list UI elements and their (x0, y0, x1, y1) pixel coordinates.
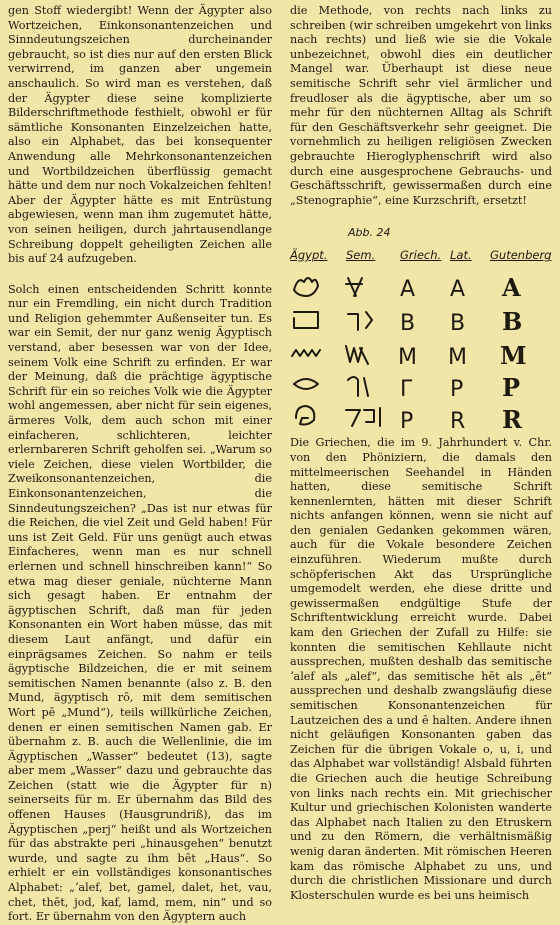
header-egyptian: Ägypt. (290, 248, 328, 263)
alphabet-glyph-table (290, 272, 552, 432)
gutenberg-b: B (502, 307, 523, 337)
latin-b: B (450, 311, 466, 337)
semitic-mem-glyph (346, 346, 368, 364)
paragraph-egyptian-writing: gen Stoff wiedergibt! Wenn der Ägypter also Wortzeichen, Einkonsonantenzeichen und Sinndeutungszeichen durcheinander gebraucht, so ist dies nur auf den ersten Blick verwirrend, im ganzen aber ungemein anschaulich. So wird man es verstehen, daß der Ägypter diese seine komplizierte Bilderschriftmethode festhielt, obwohl er für sämtliche Konsonanten Einzelzeichen hatte, also ein Alphabet, das bei konsequenter Anwendung alle Mehrkonsonantenzeichen und Wortbildzeichen überflüssig gemacht hätte und dem nur noch Vokalzeichen fehlten! Aber der Ägypter hätte es mit Entrüstung abgewiesen, wenn man ihm zugemutet hätte, von seinen heiligen, durch jahrtausendlange Schreibung doppelt geheiligten Zeichen alle bis auf 24 aufzugeben. (8, 4, 272, 266)
gutenberg-p: P (502, 373, 521, 403)
egyptian-water-glyph (292, 350, 320, 356)
greek-alpha: A (400, 277, 416, 303)
greek-pi: Γ (400, 377, 413, 403)
semitic-resh-glyph (346, 408, 380, 426)
gutenberg-m: M (500, 341, 527, 371)
egyptian-house-glyph (294, 312, 318, 328)
greek-mu: M (398, 345, 417, 371)
semitic-pe-glyph (348, 377, 368, 396)
paragraph-semitic-inventor: Solch einen entscheidenden Schritt konnte nur ein Fremdling, ein nicht durch Tradition und Religion gehemmter Außenseiter tun. Es war ein Semit, der nur ganz wenig Ägyptisch verstand, aber besessen war von der Idee, seinem Volk eine Schrift zu erfinden. Er war der Meinung, daß die prächtige ägyptische Schrift für ein so reiches Volk wie die Ägypter wohl angemessen, aber nicht für sein eigenes, ärmeres Volk, dem auch schon mit einer einfacheren, schlichteren, leichter erlernbareren Schrift geholfen sei. „Warum so viele Zeichen, diese vielen Wortbilder, die Zweikonsonantenzeichen, die Einkonsonantenzeichen, die Sinndeutungszeichen? „Das ist nur etwas für die Reichen, die viel Zeit und Geld haben! Für uns ist Zeit Geld. Für uns genügt auch etwas Einfacheres, wenn man es nur schnell erlernen und schnell hinschreiben kann!“ So etwa mag dieser geniale, nüchterne Mann sich gesagt haben. Er entnahm der ägyptischen Schrift, daß man für jeden Konsonanten ein Wort haben müsse, das mit diesem Laut anfängt, und dafür ein einprägsames Zeichen. So nahm er teils ägyptische Bildzeichen, die er mit seinem semitischen Namen benannte (also z. B. den Mund, ägyptisch rō, mit dem semitischen Wort pē „Mund“), teils willkürliche Zeichen, denen er einen semitischen Namen gab. Er übernahm z. B. auch die Wellenlinie, die im Ägyptischen „Wasser“ bedeutet (13), sagte aber mem „Wasser“ dazu und gebrauchte das Zeichen (statt wie die Ägypter für n) seinerseits für m. Er übernahm das Bild des offenen Hauses (Hausgrundriß), das im Ägyptischen „perj“ heißt und als Wortzeichen für das abstrakte peri „hinausgehen“ benutzt wurde, und sagte zu ihm bēt „Haus“. So erhielt er ein vollständiges konsonantisches Alphabet: „ʼalef, bet, gamel, dalet, het, vau, chet, thēt, jod, kaf, lamd, mem, nin“ und so fort. Er übernahm von den Ägyptern auch (8, 282, 272, 924)
figure-title: Abb. 24 (348, 226, 391, 240)
figure-column-headers (290, 248, 552, 268)
header-greek: Griech. (400, 248, 442, 263)
greek-beta: B (400, 311, 416, 337)
latin-m: M (448, 345, 467, 371)
alphabet-figure (290, 226, 552, 436)
header-latin: Lat. (450, 248, 472, 263)
egyptian-ox-head-glyph (294, 278, 318, 296)
paragraph-semitic-method: die Methode, von rechts nach links zu schreiben (wir schreiben umgekehrt von links nach rechts) und ließ wie sie die Vokale unbezeichnet, obwohl dies ein deutlicher Mangel war. Überhaupt ist diese neue semitische Schrift sehr viel ärmlicher und freudloser als die ägyptische, aber um so mehr für den nüchternen Alltag als Schrift für den Geschäftsverkehr sehr geeignet. Die vornehmlich zu heiligen religiösen Zwecken gebrauchte Hieroglyphenschrift wird also durch eine ausgesprochene Gebrauchs- und Geschäftsschrift, gewissermaßen durch eine „Stenographie“, eine Kurzschrift, ersetzt! (290, 4, 552, 207)
egyptian-head-glyph (296, 406, 314, 425)
gutenberg-r: R (502, 405, 522, 433)
header-gutenberg: Gutenberg (490, 248, 552, 263)
header-semitic: Sem. (346, 248, 376, 263)
gutenberg-a: A (502, 273, 521, 303)
egyptian-mouth-glyph (294, 379, 318, 389)
latin-r: R (450, 409, 466, 433)
left-column (8, 4, 272, 925)
greek-rho: P (400, 409, 414, 433)
latin-a: A (450, 277, 466, 303)
paragraph-greek-adoption: Die Griechen, die im 9. Jahrhundert v. Chr. von den Phöniziern, die damals den mittelmeerischen Seehandel in Händen hatten, diese semitische Schrift kennenlernten, hätten mit dieser Schrift nichts anfangen können, wenn sie nicht auf den genialen Gedanken gekommen wären, auch für die Vokale besondere Zeichen einzuführen. Wiederum mußte durch schöpferischen Akt das Ursprüngliche umgemodelt werden, ehe diese dritte und gewissermaßen endgültige Stufe der Schriftentwicklung erreicht wurde. Dabei kam den Griechen der Zufall zu Hilfe: sie konnten die semitischen Kehllaute nicht aussprechen, mußten deshalb das semitische ʼalef als „alef“, das semitische hēt als „ēt“ aussprechen und deshalb zwangsläufig diese semitischen Konsonantenzeichen für Lautzeichen des a und ē halten. Andere ihnen nicht geläufigen Konsonanten gaben das Zeichen für die übrigen Vokale o, u, i, und das Alphabet war vollständig! Alsbald führten die Griechen auch die heutige Schreibung von links nach rechts ein. Mit griechischer Kultur und griechischen Kolonisten wanderte das Alphabet nach Italien zu den Etruskern und zu den Römern, die verhältnismäßig wenig daran änderten. Mit römischen Heeren kam das römische Alphabet zu uns, und durch die christlichen Missionare und durch Klosterschulen wurde es bei uns heimisch (290, 436, 552, 902)
semitic-beth-glyph (348, 312, 372, 330)
right-column (290, 4, 552, 903)
latin-p: P (450, 377, 464, 403)
semitic-aleph-glyph (346, 278, 362, 296)
